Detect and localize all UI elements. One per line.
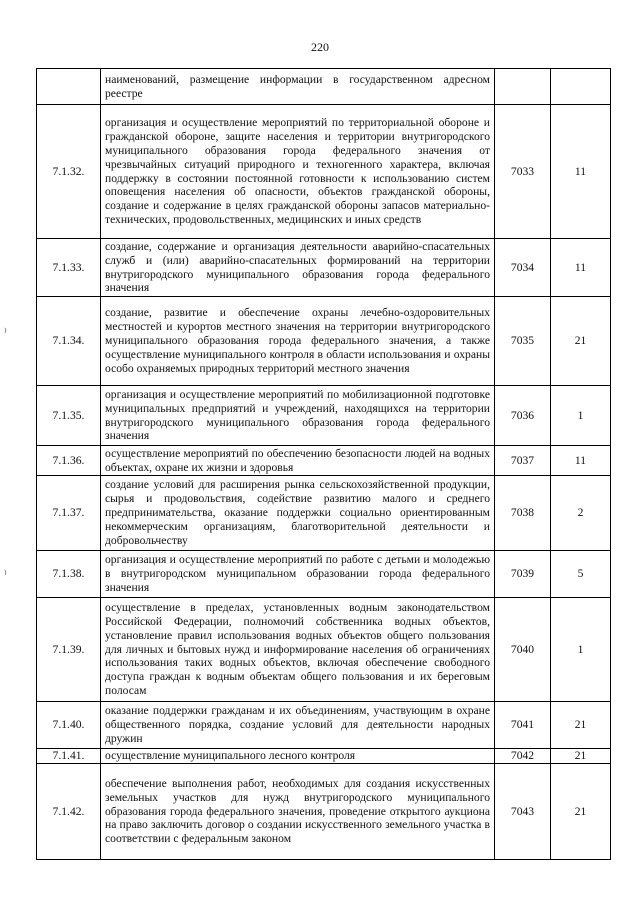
row-code: 7037 — [495, 446, 551, 476]
row-code: 7033 — [495, 105, 551, 239]
row-text: оказание поддержки гражданам и их объединениям, участвующим в охране общественного порядка, создание условий для деятельности народных дружин — [101, 702, 495, 749]
row-text: организация и осуществление мероприятий по территориальной обороне и гражданской обороне, защите населения и территории внутригородского муниципального образования города федерального значения от чрезвычайных ситуаций природного и техногенного характера, включая поддержку в состоянии постоянной готовности к использованию систем оповещения населения об опасности, объектов гражданской обороны, создание и содержание в целях гражданской обороны запасов материально-технических, продовольственных, медицинских и иных средств — [101, 105, 495, 239]
row-value: 21 — [551, 749, 611, 764]
row-value: 11 — [551, 239, 611, 297]
row-value: 21 — [551, 297, 611, 386]
row-text: организация и осуществление мероприятий по работе с детьми и молодежью в внутригородском муниципальном образовании города федерального значения — [101, 551, 495, 598]
row-value: 11 — [551, 446, 611, 476]
row-code: 7038 — [495, 476, 551, 551]
row-number: 7.1.33. — [37, 239, 101, 297]
row-value: 21 — [551, 702, 611, 749]
table-row — [37, 297, 611, 386]
row-text: наименований, размещение информации в государственном адресном реестре — [101, 69, 495, 105]
row-text: организация и осуществление мероприятий по мобилизационной подготовке муниципальных предприятий и учреждений, находящихся на территории внутригородского муниципального образования города федерального значения — [101, 386, 495, 446]
row-number: 7.1.40. — [37, 702, 101, 749]
row-text: осуществление мероприятий по обеспечению безопасности людей на водных объектах, охране их жизни и здоровья — [101, 446, 495, 476]
row-value: 11 — [551, 105, 611, 239]
row-code: 7040 — [495, 598, 551, 702]
row-value: 2 — [551, 476, 611, 551]
row-code: 7035 — [495, 297, 551, 386]
table-row — [37, 702, 611, 749]
table-row — [37, 476, 611, 551]
table-row — [37, 598, 611, 702]
row-text: осуществление в пределах, установленных водным законодательством Российской Федерации, полномочий собственника водных объектов, установление правил использования водных объектов общего пользования для личных и бытовых нужд и информирование населения об ограничениях использования таких водных объектов, включая обеспечение свободного доступа граждан к водным объектам общего пользования и их береговым полосам — [101, 598, 495, 702]
row-text: обеспечение выполнения работ, необходимых для создания искусственных земельных участков для нужд внутригородского муниципального образования города федерального значения, проведение открытого аукциона на право заключить договор о создании искусственного земельного участка в соответствии с федеральным законом — [101, 764, 495, 860]
page-number: 220 — [311, 40, 329, 54]
table-row — [37, 69, 611, 105]
row-code: 7039 — [495, 551, 551, 598]
row-value: 1 — [551, 386, 611, 446]
row-number: 7.1.39. — [37, 598, 101, 702]
scan-mark: ⁾ — [4, 569, 7, 581]
table-row — [37, 386, 611, 446]
document-table — [36, 68, 611, 860]
row-code: 7034 — [495, 239, 551, 297]
row-text: осуществление муниципального лесного контроля — [101, 749, 495, 764]
row-number: 7.1.36. — [37, 446, 101, 476]
row-code: 7042 — [495, 749, 551, 764]
table-row — [37, 749, 611, 764]
table-row — [37, 551, 611, 598]
row-value: 5 — [551, 551, 611, 598]
row-text: создание, развитие и обеспечение охраны лечебно-оздоровительных местностей и курортов местного значения на территории внутригородского муниципального образования города федерального значения, а также осуществление муниципального контроля в области использования и охраны особо охраняемых природных территорий местного значения — [101, 297, 495, 386]
table-row — [37, 239, 611, 297]
row-number: 7.1.32. — [37, 105, 101, 239]
row-code: 7041 — [495, 702, 551, 749]
row-value: 21 — [551, 764, 611, 860]
row-text: создание условий для расширения рынка сельскохозяйственной продукции, сырья и продовольствия, содействие развитию малого и среднего предпринимательства, оказание поддержки социально ориентированным некоммерческим организациям, благотворительной деятельности и добровольчеству — [101, 476, 495, 551]
row-number: 7.1.34. — [37, 297, 101, 386]
row-number: 7.1.41. — [37, 749, 101, 764]
row-number — [37, 69, 101, 105]
row-number: 7.1.37. — [37, 476, 101, 551]
row-number: 7.1.42. — [37, 764, 101, 860]
row-code: 7043 — [495, 764, 551, 860]
row-code — [495, 69, 551, 105]
row-value — [551, 69, 611, 105]
row-number: 7.1.38. — [37, 551, 101, 598]
row-number: 7.1.35. — [37, 386, 101, 446]
table-row — [37, 446, 611, 476]
table-row — [37, 105, 611, 239]
table-row — [37, 764, 611, 860]
row-text: создание, содержание и организация деятельности аварийно-спасательных служб и (или) аварийно-спасательных формирований на территории внутригородского муниципального образования города федерального значения — [101, 239, 495, 297]
row-code: 7036 — [495, 386, 551, 446]
scan-mark: ⁾ — [4, 327, 7, 339]
row-value: 1 — [551, 598, 611, 702]
